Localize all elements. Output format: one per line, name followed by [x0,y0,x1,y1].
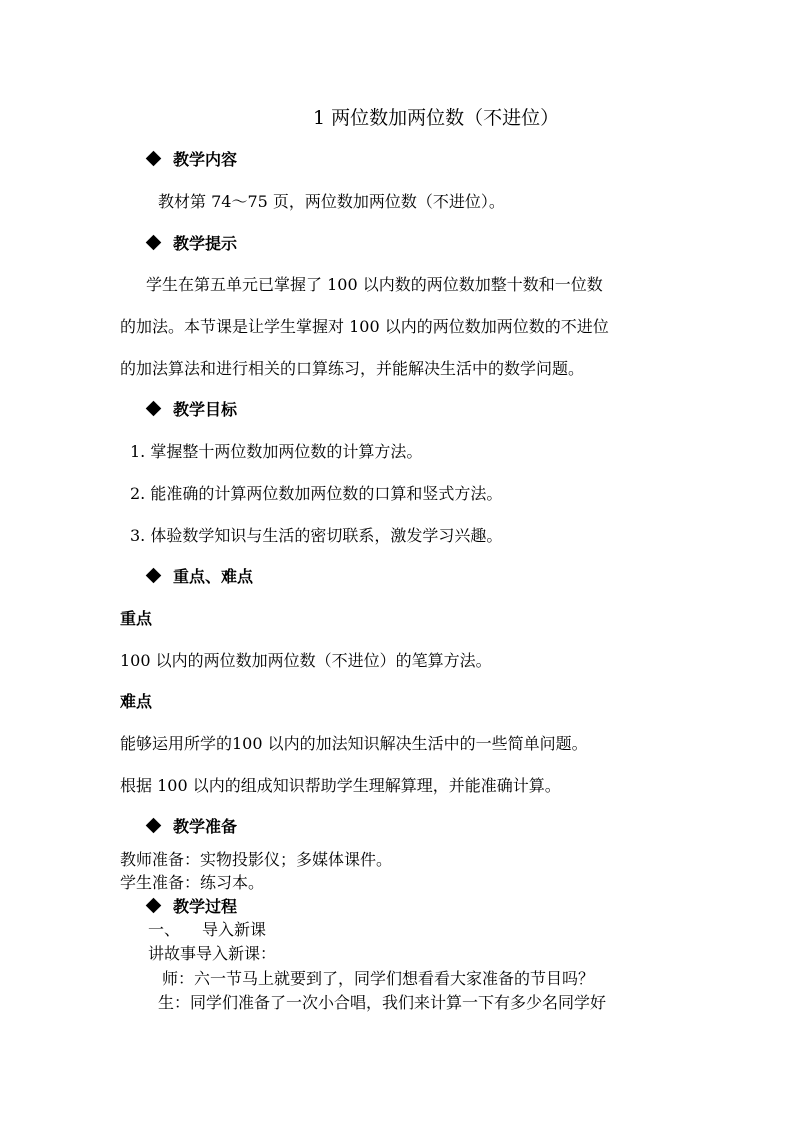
prep-student: 学生准备：练习本。 [120,873,265,892]
prep-teacher: 教师准备：实物投影仪；多媒体课件。 [120,850,393,869]
diamond-bullet-icon [146,568,162,584]
diamond-bullet-icon [146,898,162,914]
focus-text: 100 以内的两位数加两位数（不进位）的笔算方法。 [120,651,492,670]
student-dialogue: 生：同学们准备了一次小合唱，我们来计算一下有多少名同学好 [158,993,607,1012]
hint-line: 的加法算法和进行相关的口算练习，并能解决生活中的数学问题。 [120,359,585,378]
hint-line: 的加法。本节课是让学生掌握对 100 以内的两位数加两位数的不进位 [120,317,609,336]
difficulty-label: 难点 [120,692,153,711]
diamond-bullet-icon [146,151,162,167]
diamond-bullet-icon [146,235,162,251]
diamond-bullet-icon [146,401,162,417]
step-1 [148,920,266,940]
section-heading-process: 教学过程 [148,897,237,917]
section-heading-hint: 教学提示 [148,234,237,254]
goal-item: 2. 能准确的计算两位数加两位数的口算和竖式方法。 [130,484,503,503]
teacher-dialogue: 师：六一节马上就要到了，同学们想看看大家准备的节目吗？ [162,969,595,988]
goal-item: 1. 掌握整十两位数加两位数的计算方法。 [130,442,423,461]
section-heading-prep: 教学准备 [148,817,237,837]
section-heading-content: 教学内容 [148,150,237,170]
page-title: 1 两位数加两位数（不进位） [313,107,560,129]
intro-line: 讲故事导入新课： [148,944,277,963]
section-heading-goals: 教学目标 [148,400,237,420]
goal-item: 3. 体验数学知识与生活的密切联系，激发学习兴趣。 [130,526,503,545]
hint-line: 学生在第五单元已掌握了 100 以内数的两位数加整十数和一位数 [146,275,603,294]
focus-label: 重点 [120,609,153,628]
step-1-title: 导入新课 [202,920,267,939]
content-text: 教材第 74～75 页，两位数加两位数（不进位）。 [158,192,505,211]
diamond-bullet-icon [146,818,162,834]
difficulty-line: 根据 100 以内的组成知识帮助学生理解算理，并能准确计算。 [120,776,561,795]
section-heading-key: 重点、难点 [148,567,253,587]
difficulty-line: 能够运用所学的100 以内的加法知识解决生活中的一些简单问题。 [120,734,588,753]
step-1-number: 一、 [148,920,181,939]
